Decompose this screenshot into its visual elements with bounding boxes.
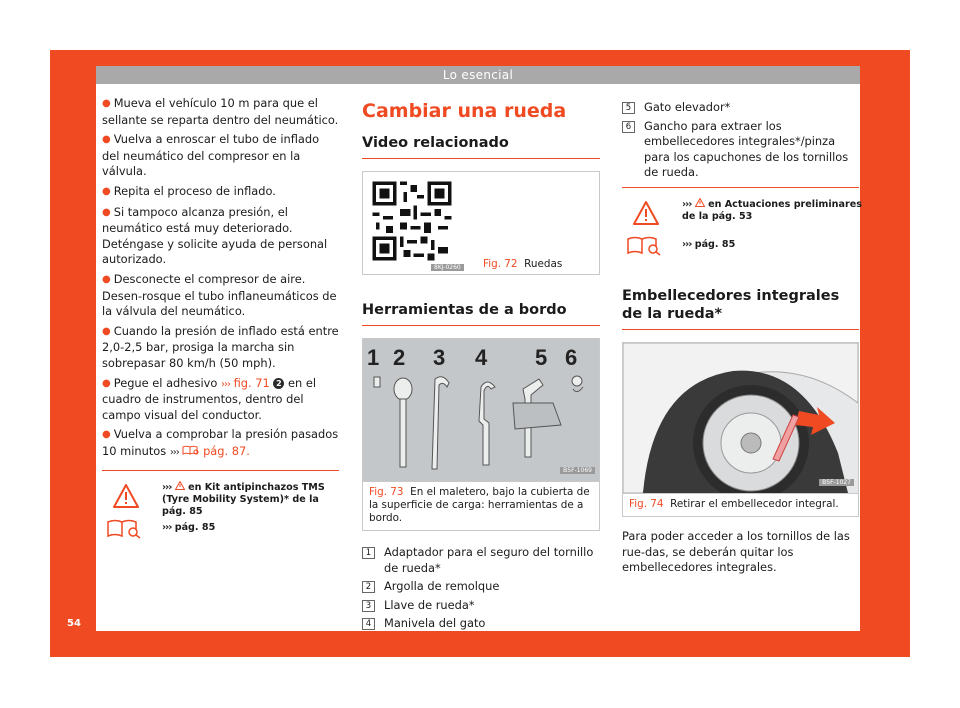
tool-label: 4 <box>475 345 488 370</box>
column-right <box>622 100 862 580</box>
bullet-item: ● Vuelva a comprobar la presión pasados 10 minutos ››› pág. 87. <box>102 427 339 458</box>
tool-label: 3 <box>433 345 446 370</box>
list-item: 5 Gato elevador* <box>622 100 859 116</box>
page-header: Lo esencial <box>96 66 860 84</box>
bullet-icon: ● <box>102 273 111 285</box>
figure-caption: Fig. 72 Ruedas <box>483 258 563 270</box>
list-item: 6 Gancho para extraer los embellecedores integrales*/pinza para los capuchones de los tornillos de rueda. <box>622 119 859 181</box>
bullet-item: ● Vuelva a enroscar el tubo de inflado del neumático del compresor en la válvula. <box>102 132 320 179</box>
figure-73 <box>362 338 600 531</box>
bullet-icon: ● <box>102 185 111 197</box>
tools-list <box>362 545 600 632</box>
warning-reference[interactable]: ››› en Actuaciones preliminares de la pág. 53 <box>682 198 862 222</box>
body-text: Para poder acceder a los tornillos de las rue-das, se deberán quitar los embellecedores integrales. <box>622 528 850 575</box>
column-left <box>102 96 339 540</box>
tools-illustration <box>363 339 599 481</box>
list-item: 4 Manivela del gato <box>362 616 600 632</box>
figure-code: 8KJ-0260 <box>431 264 464 271</box>
figure-code: B5F-1069 <box>560 467 595 474</box>
bullet-icon: ● <box>102 377 111 389</box>
warning-box <box>622 187 862 257</box>
page-number: 54 <box>67 618 81 629</box>
figure-link[interactable]: fig. 71 <box>233 375 270 390</box>
wheel-cover-illustration <box>623 343 858 493</box>
bullet-icon: ● <box>102 325 111 337</box>
bullet-item: ● Pegue el adhesivo ››› fig. 71 2 en el cuadro de instrumentos, dentro del campo visual del conductor. <box>102 375 317 422</box>
bullet-item: ● Mueva el vehículo 10 m para que el sellante se reparta dentro del neumático. <box>102 96 339 127</box>
tools-list-continued <box>622 100 859 181</box>
book-reference[interactable]: ››› pág. 85 <box>682 238 736 250</box>
video-heading: Video relacionado <box>362 134 600 159</box>
bullet-icon: ● <box>102 429 111 441</box>
bullet-item: ● Desconecte el compresor de aire. Desen-rosque el tubo inflaneumáticos de la válvula del neumático. <box>102 271 337 319</box>
warning-icon <box>112 483 140 509</box>
bullet-item: ● Cuando la presión de inflado está entre 2,0-2,5 bar, prosiga la marcha sin sobrepasar 80 km/h (50 mph). <box>102 323 339 370</box>
warning-reference[interactable]: ››› en Kit antipinchazos TMS (Tyre Mobility System)* de la pág. 85 <box>162 482 325 518</box>
warning-small-icon <box>695 198 705 207</box>
warning-icon <box>632 200 660 226</box>
arrow-icon: ››› <box>169 446 179 458</box>
callout-number: 2 <box>273 378 284 389</box>
tools-heading: Herramientas de a bordo <box>362 301 600 326</box>
figure-caption: Fig. 74 Retirar el embellecedor integral. <box>623 493 858 516</box>
warning-small-icon <box>175 481 185 490</box>
figure-72 <box>362 171 600 275</box>
arrow-icon: ››› <box>220 378 230 390</box>
bullet-icon: ● <box>102 206 111 218</box>
tool-label: 6 <box>565 345 578 370</box>
book-reference[interactable]: ››› pág. 85 <box>162 522 216 534</box>
list-item: 3 Llave de rueda* <box>362 598 600 614</box>
tool-label: 2 <box>393 345 406 370</box>
column-middle <box>362 96 600 635</box>
warning-box <box>102 470 339 540</box>
section-title: Cambiar una rueda <box>362 100 567 122</box>
bullet-icon: ● <box>102 134 111 146</box>
figure-code: B5F-1027 <box>819 479 854 486</box>
figure-caption: Fig. 73 En el maletero, bajo la cubierta de la superficie de carga: herramientas de a bordo. <box>363 481 599 530</box>
bullet-item: ● Si tampoco alcanza presión, el neumático está muy deteriorado. Deténgase y solicite ayuda de personal autorizado. <box>102 204 328 267</box>
page-link[interactable]: pág. 87. <box>203 443 250 458</box>
wheel-cover-heading: Embellecedores integrales de la rueda* <box>622 287 859 330</box>
list-item: 1 Adaptador para el seguro del tornillo de rueda* <box>362 545 600 576</box>
list-item: 2 Argolla de remolque <box>362 579 600 595</box>
book-icon <box>626 234 662 256</box>
book-icon <box>182 445 199 455</box>
tool-label: 5 <box>535 345 548 370</box>
bullet-icon: ● <box>102 98 111 109</box>
bullet-item: ● Repita el proceso de inflado. <box>102 183 276 198</box>
book-icon <box>106 517 142 539</box>
tool-label: 1 <box>367 345 380 370</box>
qr-code-icon[interactable] <box>369 178 455 264</box>
figure-74 <box>622 342 859 517</box>
